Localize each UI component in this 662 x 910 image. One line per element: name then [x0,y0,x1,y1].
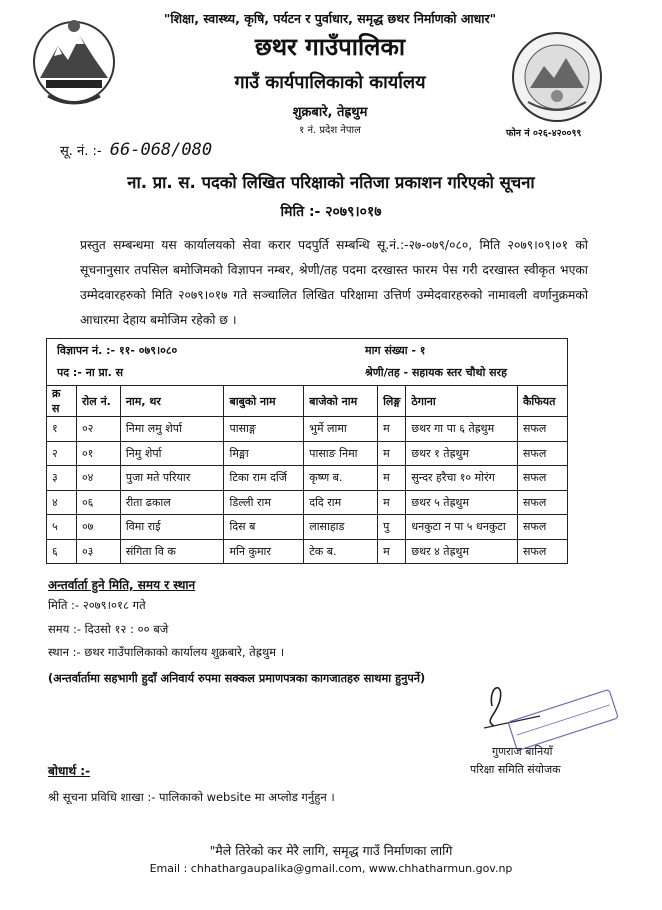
col-name: नाम, थर [120,386,224,417]
reference-value: 66-068/080 [109,140,213,160]
cell-address: धनकुटा न पा ५ धनकुटा [406,515,518,540]
col-roll: रोल नं. [76,386,120,417]
cell-father: मिङ्मा [224,441,304,466]
table-header-row [47,386,568,417]
interview-note: (अन्तर्वार्तामा सहभागी हुदाँ अनिवार्य रुपमा सक्कल प्रमाणपत्रका कागजातहरु साथमा हुनुपर्ने) [48,672,426,685]
col-address: ठेगाना [406,386,518,417]
cell-address: छथर ५ तेह्रथुम [406,490,518,515]
table-row [47,515,568,540]
cell-address: छथर ४ तेह्रथुम [406,539,518,564]
cell-remarks: सफल [517,490,567,515]
cell-grandfather: कृष्ण ब. [304,466,378,491]
notice-paragraph: प्रस्तुत सम्बन्धमा यस कार्यालयको सेवा करार पदपुर्ति सम्बन्धि सू.नं.:-२७-०७९/०८०, मिति २०७९।०९।०१ को सूचनानुसार तपसिल बमोजिमको विज्ञापन नम्बर, श्रेणी/तह पदमा दरखास्त फारम पेस गरी दरखास्त स्वीकृत भएका उम्मेदवारहरुको मिति २०७९।०१७ गते सञ्चालित लिखित परिक्षामा उत्तिर्ण उम्मेदवारहरुको नामावली वर्णानुक्रमको आधारमा देहाय बमोजिम रहेको छ । [80,238,588,327]
cell-serial: १ [47,417,77,442]
cell-gender: म [378,417,406,442]
notice-title: ना. प्रा. स. पदको लिखित परिक्षाको नतिजा प्रकाशन गरिएको सूचना [127,173,535,192]
cell-grandfather: पासाङ निमा [304,441,378,466]
col-gender: लिङ्ग [378,386,406,417]
col-grandfather: बाजेको नाम [304,386,378,417]
office-name: छथर गाउँपालिका [254,33,406,61]
results-grid [46,385,568,564]
cell-address: छथर गा पा ६ तेह्रथुम [406,417,518,442]
col-remarks: कैफियत [517,386,567,417]
cell-gender: म [378,539,406,564]
cell-serial: ३ [47,466,77,491]
cell-serial: ५ [47,515,77,540]
post-level: श्रेणी/तह - सहायक स्तर चौथो सरह [365,366,507,379]
cell-name: विमा राई [120,515,224,540]
post-name: पद :- ना प्रा. स [57,366,124,379]
notice-date: मिति :- २०७९।०१७ [280,204,382,220]
cell-grandfather: ददि राम [304,490,378,515]
interview-date: मिति :- २०७९।०१८ गते [48,598,146,612]
cell-name: संगिता वि क [120,539,224,564]
cell-roll: ०६ [76,490,120,515]
interview-time: समय :- दिउसो १२ : ०० बजे [48,622,169,636]
office-subtitle: गाउँ कार्यपालिकाको कार्यालय [234,72,426,93]
table-row [47,417,568,442]
cc-title: बोधार्थ :- [48,764,91,778]
cell-father: मनि कुमार [224,539,304,564]
cell-address: सुन्दर हरैचा १० मोरंग [406,466,518,491]
cell-grandfather: टेक ब. [304,539,378,564]
nepal-emblem-icon [28,16,120,112]
cell-gender: पु [378,515,406,540]
cell-name: निमु शेर्पा [120,441,224,466]
cell-father: डिल्ली राम [224,490,304,515]
cell-serial: ६ [47,539,77,564]
cell-roll: ०४ [76,466,120,491]
cell-remarks: सफल [517,515,567,540]
cell-gender: म [378,466,406,491]
col-father: बाबुको नाम [224,386,304,417]
cell-name: निमा लमु शेर्पा [120,417,224,442]
cell-name: पुजा मते परियार [120,466,224,491]
cell-gender: म [378,441,406,466]
cell-serial: २ [47,441,77,466]
cell-father: दिस ब [224,515,304,540]
table-header-info [46,338,568,385]
signatory-name: गुणराज बानियाँ [492,745,553,758]
cell-remarks: सफल [517,539,567,564]
cc-line: श्री सूचना प्रविधि शाखा :- पालिकाको website मा अप्लोड गर्नुहुन । [48,790,335,804]
cell-grandfather: भुर्मे लामा [304,417,378,442]
cell-father: पासाङ्ग [224,417,304,442]
cell-address: छथर १ तेह्रथुम [406,441,518,466]
signatory-title: परिक्षा समिति संयोजक [470,763,561,776]
office-address: शुक्रबारे, तेह्रथुम [292,105,368,120]
cell-serial: ४ [47,490,77,515]
cell-gender: म [378,490,406,515]
cell-roll: ०७ [76,515,120,540]
footer-quote: "मैले तिरेको कर मेरै लागि, समृद्ध गाउँ निर्माणका लागि [209,843,453,858]
cell-remarks: सफल [517,466,567,491]
footer-contact: Email : chhathargaupalika@gmail.com, www.chhatharmun.gov.np [149,862,513,875]
slogan: "शिक्षा, स्वास्थ्य, कृषि, पर्यटन र पुर्वाधार, समृद्ध छथर निर्माणको आधार" [163,11,497,26]
office-province: १ नं. प्रदेश नेपाल [299,125,361,136]
table-row [47,490,568,515]
reference-label: सू. नं. :- [60,144,102,159]
advert-number: विज्ञापन नं. :- ११- ०७९।०८० [57,344,178,357]
table-row [47,539,568,564]
cell-roll: ०३ [76,539,120,564]
reference-number [60,140,212,160]
cell-father: टिका राम दर्जि [224,466,304,491]
interview-title: अन्तर्वार्ता हुने मिति, समय र स्थान [48,578,196,592]
demand-count: माग संख्या - १ [365,344,426,357]
interview-place: स्थान :- छथर गाउँपालिकाको कार्यालय शुक्रबारे, तेह्रथुम । [48,645,285,659]
cell-grandfather: लासाहाड [304,515,378,540]
cell-roll: ०२ [76,417,120,442]
cell-remarks: सफल [517,441,567,466]
cell-roll: ०१ [76,441,120,466]
phone-number: फोन नं ०२६-४२००९९ [506,128,582,139]
municipality-logo-icon [510,30,604,124]
cell-remarks: सफल [517,417,567,442]
table-row [47,441,568,466]
cell-name: रीता ढकाल [120,490,224,515]
col-serial: क्र स [47,386,77,417]
table-row [47,466,568,491]
results-table [46,338,568,564]
